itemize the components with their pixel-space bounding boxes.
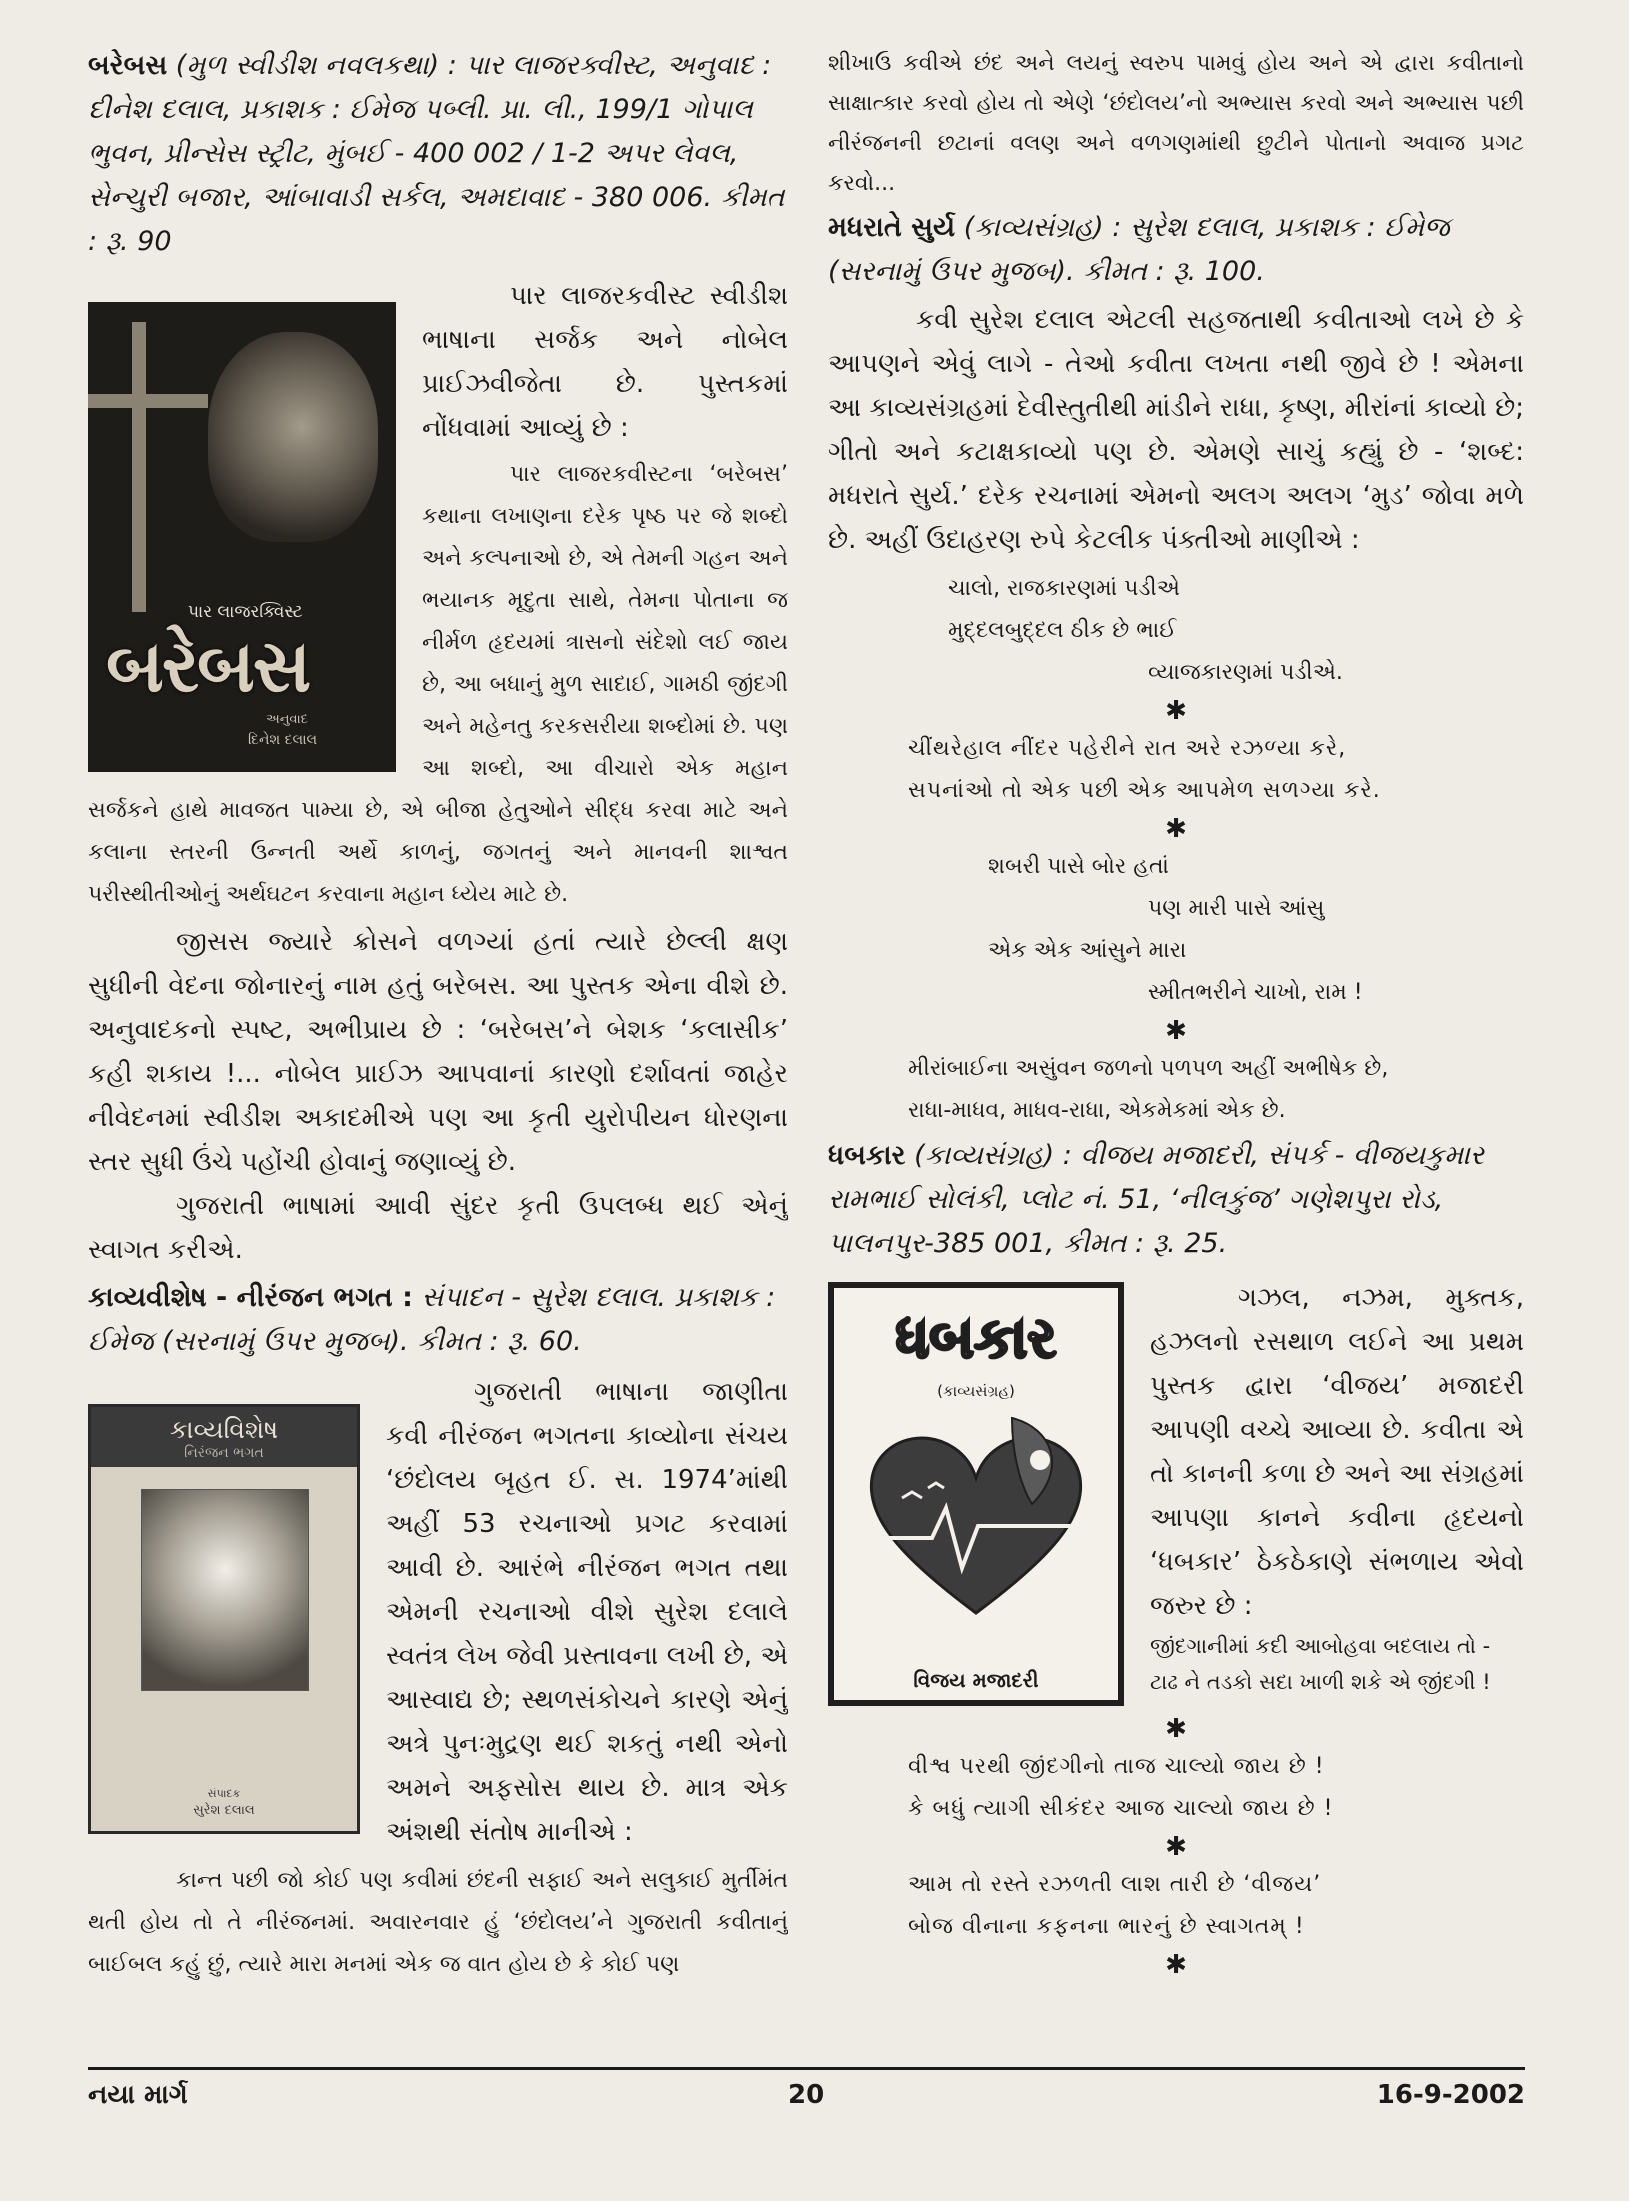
kavya-heading [88,1276,788,1364]
star-separator: ✱ [1165,1016,1187,1046]
poem-line: વીશ્વ પરથી જીંદગીનો તાજ ચાલ્યો જાય છે ! [908,1754,1325,1779]
poem-line: ટાઢ ને તડકો સદા ખાળી શકે એ જીંદગી ! [1150,1670,1491,1694]
dhabkar-paragraph: ગઝલ, નઝમ, મુક્તક, હઝલનો રસથાળ લઈને આ પ્રથમ પુસ્તક દ્વારા ‘વીજય’ મજાદરી આપણી વચ્ચે આવ્યા છે. કવીતા એ તો કાનની કળા છે અને આ સંગ્રહમાં આપણા કાનને કવીના હૃદયનો ‘ધબકાર’ ઠેકઠેકાણે સંભળાય એવો જરુર છે : [1150,1283,1524,1621]
author-portrait [208,332,378,542]
dhabkar-cover-title: ધબકાર [895,1306,1057,1371]
star-separator: ✱ [1165,814,1187,844]
barabbas-paragraph-2: જીસસ જ્યારે ક્રોસને વળગ્યાં હતાં ત્યારે છેલ્લી ક્ષણ સુધીની વેદના જોનારનું નામ હતું બરેબસ. આ પુસ્તક એના વીશે છે. અનુવાદકનો સ્પષ્ટ, અભીપ્રાય છે : ‘બરેબસ’ને બેશક ‘કલાસીક’ કહી શકાય !... નોબેલ પ્રાઈઝ આપવાનાં કારણો દર્શાવતાં જાહેર નીવેદનમાં સ્વીડીશ અકાદમીએ પણ આ કૃતી યુરોપીયન ધોરણના સ્તર સુધી ઉંચે પહોંચી હોવાનું જણાવ્યું છે. [88,927,788,1177]
poem-meerabai [828,1048,1524,1132]
poem-line: જીંદગાનીમાં કદી આબોહવા બદલાય તો - [1150,1634,1491,1658]
dhabkar-cover-subtitle: (કાવ્યસંગ્રહ) [937,1382,1015,1400]
dhabkar-heading [828,1134,1524,1266]
barabbas-quote: પાર લાજરકવીસ્ટના ‘બરેબસ’ કથાના લખાણના દરેક પૃષ્ઠ પર જે શબ્દો અને કલ્પનાઓ છે, એ તેમની ગહન અને ભયાનક મૃદુતા સાથે, તેમના પોતાના જ નીર્મળ હૃદયમાં ત્રાસનો સંદેશો લઈ જાય છે, આ બધાનું મુળ સાદાઈ, ગામઠી જીંદગી અને મહેનતુ કરકસરીયા શબ્દોમાં છે. પણ આ શબ્દો, આ વીચારો એક મહાન સર્જકને હાથે માવજત પામ્યા છે, એ બીજા હેતુઓને સીદ્ધ કરવા માટે અને કલાના સ્તરની ઉન્નતી અર્થે કાળનું, જગતનું અને માનવની શાશ્વત પરીસ્થીતીઓનું અર્થઘટન કરવાના મહાન ધ્યેય માટે છે. [88,462,788,907]
poem-line: સ્મીતભરીને ચાખો, રામ ! [1148,980,1363,1005]
barabbas-intro: પાર લાજરકવીસ્ટ સ્વીડીશ ભાષાના સર્જક અને નોબેલ પ્રાઈઝવીજેતા છે. પુસ્તકમાં નોંધવામાં આવ્યું છે : [422,281,788,443]
madhrate-heading [828,206,1524,294]
left-column [88,44,788,1986]
kavya-details: સંપાદન - સુરેશ દલાલ. પ્રકાશક : ઈમેજ (સરનામું ઉપર મુજબ). કીમત : રૂ. 60. [88,1282,776,1357]
barabbas-title: બરેબસ [88,50,168,81]
poem-line: ચાલો, રાજકારણમાં પડીએ [948,576,1180,601]
poem-line: કે બધું ત્યાગી સીકંદર આજ ચાલ્યો જાય છે ! [908,1796,1334,1821]
dhabkar-cover-author: વિજય મજાદરી [913,1668,1039,1692]
kavya-cover-editor-label: સંપાદક [207,1787,241,1800]
kavya-title: કાવ્યવીશેષ - નીરંજન ભગત : [88,1282,413,1313]
barabbas-heading [88,44,788,264]
dhabkar-details: (કાવ્યસંગ્રહ) : વીજય મજાદરી, સંપર્ક - વીજયકુમાર રામભાઈ સોલંકી, પ્લોટ નં. 51, ‘નીલકુંજ’ ગણેશપુરા રોડ, પાલનપુર-385 001, કીમત : રૂ. 25. [828,1140,1484,1259]
madhrate-title: મધરાતે સુર્ય [828,212,956,243]
kavya-cover-title: કાવ્યવિશેષ [91,1407,357,1467]
cross-vertical [132,322,146,612]
barabbas-cover-credit-label: અનુવાદ [266,712,308,727]
kavya-book-cover [88,1404,360,1834]
poem-line: બોજ વીનાના કફનના ભારનું છે સ્વાગતમ્ ! [908,1914,1305,1939]
poem-vijay [828,1864,1524,1948]
poem-line: રાધા-માધવ, માધવ-રાધા, એકમેકમાં એક છે. [908,1098,1286,1123]
kavya-cover-subtitle: નિરંજન ભગત [184,1445,264,1461]
star-separator: ✱ [1165,1714,1187,1744]
kavya-paragraph: ગુજરાતી ભાષાના જાણીતા કવી નીરંજન ભગતના કાવ્યોના સંચય ‘છંદોલય બૃહત ઈ. સ. 1974’માંથી અહીં 53 રચનાઓ પ્રગટ કરવામાં આવી છે. આરંભે નીરંજન ભગત તથા એમની રચનાઓ વીશે સુરેશ દલાલે સ્વતંત્ર લેખ જેવી પ્રસ્તાવના લખી છે, એ આસ્વાદ્ય છે; સ્થળસંકોચને કારણે એનું અત્રે પુનઃમુદ્રણ થઈ શકતું નથી એનો અમને અફસોસ થાય છે. માત્ર એક અંશથી સંતોષ માનીએ : [386,1377,788,1847]
star-separator: ✱ [1165,1832,1187,1862]
poem-line: શબરી પાસે બોર હતાં [988,854,1169,879]
kavya-quote-continued: શીખાઉ કવીએ છંદ અને લયનું સ્વરુપ પામવું હોય અને એ દ્વારા કવીતાનો સાક્ષાત્કાર કરવો હોય તો એણે ‘છંદોલય’નો અભ્યાસ કરવો અને અભ્યાસ પછી નીરંજનની છટાનાં વલણ અને વળગણમાંથી છુટીને પોતાનો અવાજ પ્રગટ કરવો... [828,51,1524,196]
poem-line: સપનાંઓ તો એક પછી એક આપમેળ સળગ્યા કરે. [908,778,1381,803]
right-column [828,44,1524,1982]
dhabkar-book-cover [828,1282,1124,1706]
cross-horizontal [88,394,208,408]
barabbas-cover-credit-name: દિનેશ દલાલ [248,732,318,748]
page-number: 20 [788,2080,825,2110]
poem-neendar [828,728,1524,812]
kavya-review [88,1370,788,1986]
poem-rajkaran [828,568,1524,694]
barabbas-review [88,274,788,1272]
barabbas-details: (મુળ સ્વીડીશ નવલકથા) : પાર લાજરક્વીસ્ટ, અનુવાદ : દીનેશ દલાલ, પ્રકાશક : ઈમેજ પબ્લી. પ્રા. લી., 199/1 ગોપાલ ભુવન, પ્રીન્સેસ સ્ટ્રીટ, મુંબઈ - 400 002 / 1-2 અપર લેવલ, સેન્ચુરી બજાર, આંબાવાડી સર્કલ, અમદાવાદ - 380 006. કીમત : રૂ. 90 [88,50,785,257]
barabbas-cover-author: પાર લાજરક્વિસ્ટ [188,602,303,622]
madhrate-details: (કાવ્યસંગ્રહ) : સુરેશ દલાલ, પ્રકાશક : ઈમેજ (સરનામું ઉપર મુજબ). કીમત : રૂ. 100. [828,212,1450,287]
poet-portrait [141,1489,309,1691]
poem-line: વ્યાજકારણમાં પડીએ. [1148,660,1343,685]
poem-line: મુદ્દલબુદ્દલ ઠીક છે ભાઈ [948,618,1177,643]
barabbas-cover-title: બરેબસ [106,624,310,708]
madhrate-paragraph: કવી સુરેશ દલાલ એટલી સહજતાથી કવીતાઓ લખે છે કે આપણને એવું લાગે - તેઓ કવીતા લખતા નથી જીવે છે ! એમના આ કાવ્યસંગ્રહમાં દેવીસ્તુતીથી માંડીને રાધા, કૃષ્ણ, મીરાંનાં કાવ્યો છે; ગીતો અને કટાક્ષકાવ્યો પણ છે. એમણે સાચું કહ્યું છે - ‘શબ્દ: મધરાતે સુર્ય.’ દરેક રચનામાં એમનો અલગ અલગ ‘મુડ’ જોવા મળે છે. અહીં ઉદાહરણ રુપે કેટલીક પંક્તીઓ માણીએ : [828,305,1524,555]
heart-quill-illustration [862,1408,1090,1628]
poem-sikandar [828,1746,1524,1830]
poem-line: ચીંથરેહાલ નીંદર પહેરીને રાત અરે રઝળ્યા કરે, [908,736,1347,761]
barabbas-book-cover [88,302,396,772]
dhabkar-review [828,1276,1524,1712]
star-separator: ✱ [1165,1950,1187,1980]
kavya-quote: કાન્ત પછી જો કોઈ પણ કવીમાં છંદની સફાઈ અને સલુકાઈ મુર્તીમંત થતી હોય તો તે નીરંજનમાં. અવારનવાર હું ‘છંદોલય’ને ગુજરાતી કવીતાનું બાઈબલ કહું છું, ત્યારે મારા મનમાં એક જ વાત હોય છે કે કોઈ પણ [88,1868,788,1977]
poem-line: પણ મારી પાસે આંસુ [1148,896,1325,921]
page-footer [88,2067,1525,2110]
poem-line: એક એક આંસુને મારા [988,938,1187,963]
star-separator: ✱ [1165,696,1187,726]
poem-line: મીરાંબાઈના અસુંવન જળનો પળપળ અહીં અભીષેક છે, [908,1056,1389,1081]
publication-name: નયા માર્ગ [88,2080,188,2110]
poem-line: આમ તો રસ્તે રઝળતી લાશ તારી છે ‘વીજય’ [908,1872,1322,1897]
poem-shabri [828,846,1524,1014]
dhabkar-title: ધબકાર [828,1140,906,1171]
barabbas-paragraph-3: ગુજરાતી ભાષામાં આવી સુંદર કૃતી ઉપલબ્ધ થઈ એનું સ્વાગત કરીએ. [88,1191,788,1265]
kavya-cover-editor-name: સુરેશ દલાલ [193,1803,255,1818]
issue-date: 16-9-2002 [1376,2080,1525,2110]
